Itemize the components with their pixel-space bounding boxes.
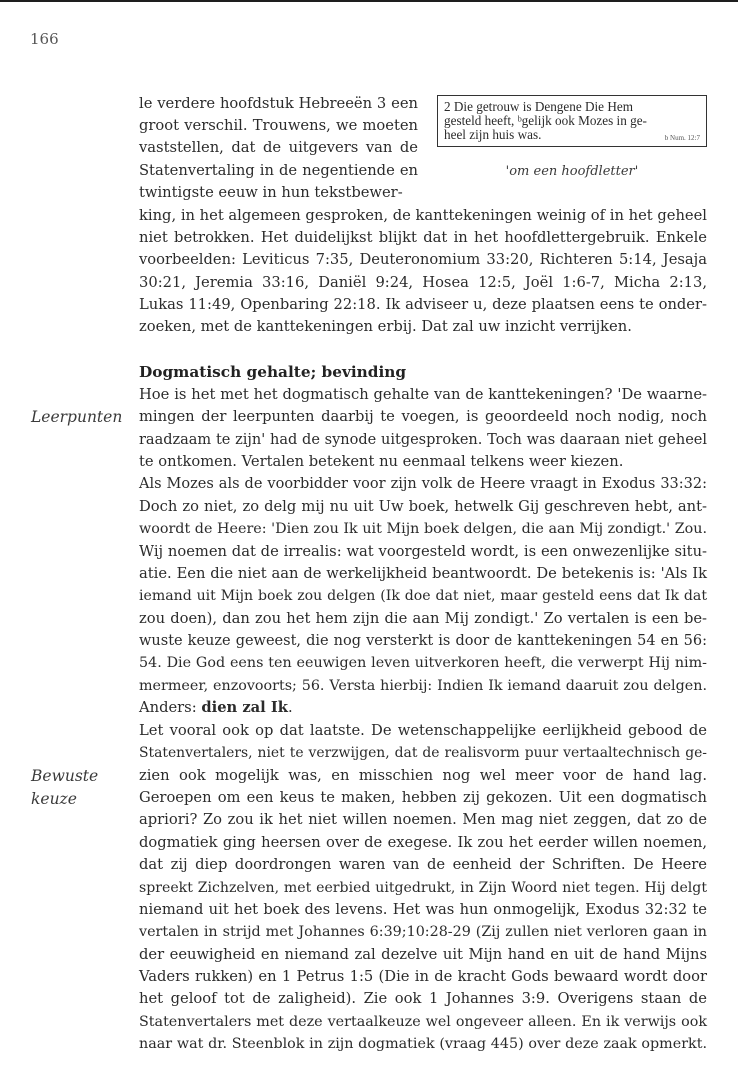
body-line: Statenvertalers, niet te verzwijgen, dat de realisvorm puur vertaaltechnisch ge- [139,745,707,761]
body-line: Statenvertaling in de negentiende en [139,162,418,179]
body-line: naar wat dr. Steenblok in zijn dogmatiek (vraag 445) over deze zaak opmerkt. [139,1036,707,1052]
margin-note-bewuste: Bewuste [31,767,99,785]
body-line: 54. Die God eens ten eeuwigen leven uitverkoren heeft, die verwerpt Hij nim- [139,655,707,671]
body-line: Lukas 11:49, Openbaring 22:18. Ik adviseer u, deze plaatsen eens te onder- [139,296,707,313]
body-line: Statenvertalers met deze vertaalkeuze wel ongeveer alleen. En ik verwijs ook [139,1014,707,1030]
body-line: dogmatiek ging heersen over de exegese. Ik zou het eerder willen noemen, [139,834,707,851]
body-line: vaststellen, dat de uitgevers van de [139,139,418,156]
quote-footnote: b Num. 12:7 [664,134,700,142]
anders-prefix: Anders: [139,699,202,716]
body-line: dat zij diep doordrongen waren van de eenheid der Schriften. De Heere [139,856,707,873]
body-line: niemand uit het boek des levens. Het was hun onmogelijk, Exodus 32:32 te [139,901,707,918]
body-line: woordt de Heere: 'Dien zou Ik uit Mijn boek delgen, die aan Mij zondigt.' Zou. [139,521,707,537]
body-line: Wij noemen dat de irrealis: wat voorgesteld wordt, is een onwezenlijke situ- [139,543,707,560]
body-line: apriori? Zo zou ik het niet willen noemen. Men mag niet zeggen, dat zo de [139,811,707,828]
body-line: vertalen in strijd met Johannes 6:39;10:28-29 (Zij zullen niet verloren gaan in [139,924,707,940]
body-line: spreekt Zichzelven, met eerbied uitgedrukt, in Zijn Woord niet tegen. Hij delgt [139,880,707,896]
body-line: mermeer, enzovoorts; 56. Versta hierbij: Indien Ik iemand daaruit zou delgen. [139,678,707,694]
page-number: 166 [30,30,59,48]
body-line: twintigste eeuw in hun tekstbewer- [139,184,403,201]
anders-bold: dien zal Ik [201,699,288,716]
section-heading: Dogmatisch gehalte; bevinding [139,363,407,381]
body-line: king, in het algemeen gesproken, de kanttekeningen weinig of in het geheel [139,207,707,224]
body-line: Let vooral ook op dat laatste. De wetenschappelijke eerlijkheid gebood de [139,722,707,739]
body-line: zoeken, met de kanttekeningen erbij. Dat zal uw inzicht verrijken. [139,318,632,335]
body-line: atie. Een die niet aan de werkelijkheid beantwoordt. De betekenis is: 'Als Ik [139,565,707,582]
body-line: voorbeelden: Leviticus 7:35, Deuteronomium 33:20, Richteren 5:14, Jesaja [139,251,707,268]
body-line: raadzaam te zijn' had de synode uitgesproken. Toch was daaraan niet geheel [139,432,707,448]
margin-note-leerpunten: Leerpunten [31,408,123,426]
anders-suffix: . [287,699,293,716]
body-line: iemand uit Mijn boek zou delgen (Ik doe dat niet, maar gesteld eens dat Ik dat [139,588,707,604]
body-line: te ontkomen. Vertalen betekent nu eenmaal telkens weer kiezen. [139,453,624,470]
quote-box [437,95,707,147]
body-line: le verdere hoofdstuk Hebreeën 3 een [139,95,418,112]
quote-line: heel zijn huis was. [444,127,542,142]
body-line: Geroepen om een keus te maken, hebben zij gekozen. Uit een dogmatisch [139,789,707,806]
quote-caption: 'om een hoofdletter' [505,164,639,179]
body-line: Hoe is het met het dogmatisch gehalte van de kanttekeningen? 'De waarne- [139,386,707,403]
body-line: Als Mozes als de voorbidder voor zijn volk de Heere vraagt in Exodus 33:32: [139,476,707,492]
body-line: het geloof tot de zaligheid). Zie ook 1 Johannes 3:9. Overigens staan de [139,990,707,1007]
body-line: 30:21, Jeremia 33:16, Daniël 9:24, Hosea 12:5, Joël 1:6-7, Micha 2:13, [139,274,707,291]
body-line: mingen der leerpunten daarbij te voegen, is geoordeeld noch nodig, noch [139,408,707,425]
body-line: niet betrokken. Het duidelijkst blijkt dat in het hoofdlettergebruik. Enkele [139,229,707,246]
body-line: wuste keuze geweest, die nog versterkt is door de kanttekeningen 54 en 56: [139,633,707,649]
body-line: groot verschil. Trouwens, we moeten [139,117,418,134]
anders-line [139,698,293,718]
body-line: Vaders rukken) en 1 Petrus 1:5 (Die in de kracht Gods bewaard wordt door [139,968,707,985]
body-line: Doch zo niet, zo delg mij nu uit Uw boek, hetwelk Gij geschreven hebt, ant- [139,498,707,515]
body-line: zou doen), dan zou het hem zijn die aan Mij zondigt.' Zo vertalen is een be- [139,610,707,627]
body-line: zien ook mogelijk was, en misschien nog wel meer voor de hand lag. [139,767,707,784]
quote-line: gesteld heeft, ᵇgelijk ook Mozes in ge- [444,113,647,128]
body-line: der eeuwigheid en niemand zal dezelve uit Mijn hand en uit de hand Mijns [139,946,707,963]
margin-note-keuze: keuze [31,790,77,808]
quote-line: 2 Die getrouw is Dengene Die Hem [444,99,633,114]
top-rule [0,0,738,2]
